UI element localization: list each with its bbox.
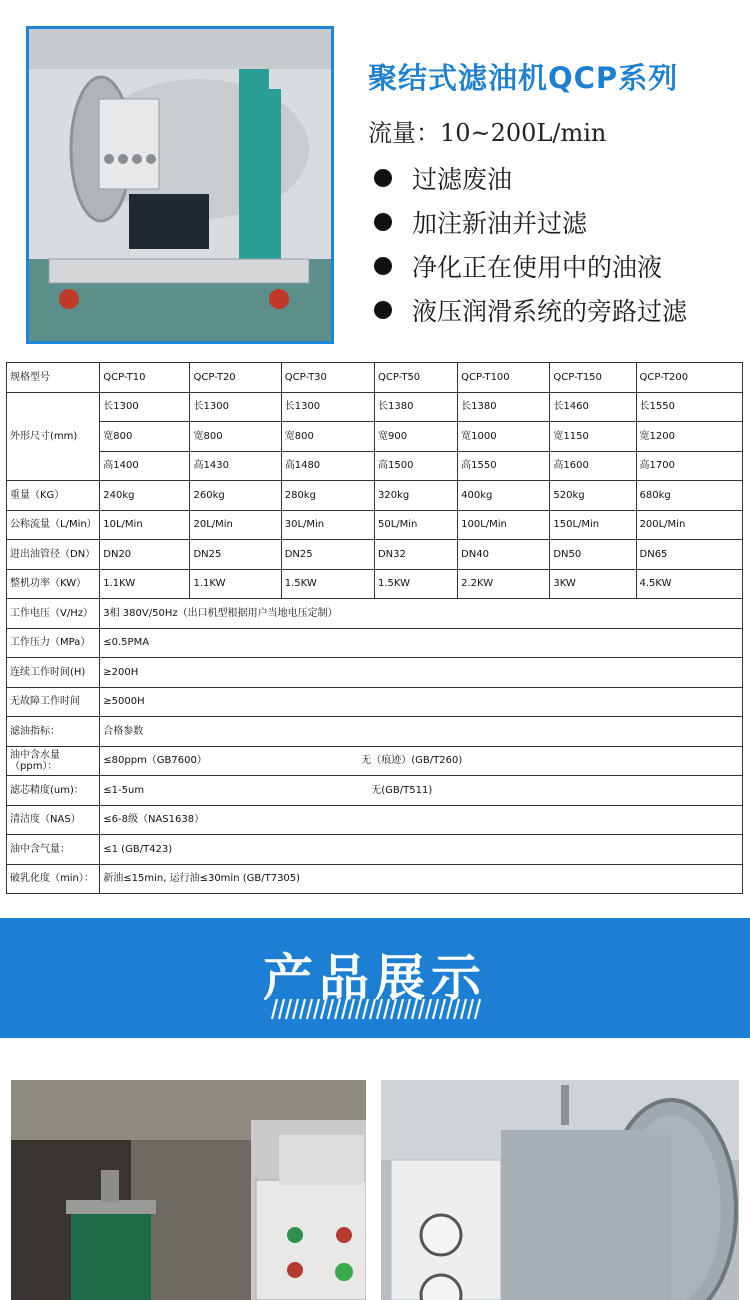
oil-purifier-illustration bbox=[29, 29, 331, 341]
feature-item: 液压润滑系统的旁路过滤 bbox=[370, 288, 687, 332]
row-label: 油中含气量： bbox=[7, 835, 100, 865]
table-cell: ≤6-8级（NAS1638） bbox=[100, 805, 743, 835]
table-cell: ≤0.5PMA bbox=[100, 628, 743, 658]
table-cell: 宽800 bbox=[100, 422, 190, 452]
table-cell: QCP-T200 bbox=[636, 363, 742, 393]
table-cell: 3相 380V/50Hz（出口机型根据用户当地电压定制） bbox=[100, 599, 743, 629]
table-cell: 高1600 bbox=[550, 451, 636, 481]
table-row bbox=[7, 540, 743, 570]
table-cell: ≤1-5um 无(GB/T511) bbox=[100, 776, 743, 806]
row-label: 规格型号 bbox=[7, 363, 100, 393]
table-cell: 长1380 bbox=[458, 392, 550, 422]
row-label: 外形尺寸(mm) bbox=[7, 392, 100, 481]
table-cell: 2.2KW bbox=[458, 569, 550, 599]
hero-title: 聚结式滤油机QCP系列 bbox=[368, 61, 679, 95]
table-cell: 长1300 bbox=[281, 392, 374, 422]
bullet-icon bbox=[374, 169, 392, 187]
table-cell: 520kg bbox=[550, 481, 636, 511]
table-cell: ≥5000H bbox=[100, 687, 743, 717]
table-cell: DN32 bbox=[374, 540, 457, 570]
table-row bbox=[7, 569, 743, 599]
table-cell: ≤1 (GB/T423) bbox=[100, 835, 743, 865]
table-cell: 高1700 bbox=[636, 451, 742, 481]
table-row bbox=[7, 481, 743, 511]
table-cell: DN65 bbox=[636, 540, 742, 570]
row-label: 破乳化度（min）： bbox=[7, 864, 100, 894]
table-cell: QCP-T10 bbox=[100, 363, 190, 393]
feature-item: 净化正在使用中的油液 bbox=[370, 244, 687, 288]
table-cell: 1.5KW bbox=[374, 569, 457, 599]
table-cell: 4.5KW bbox=[636, 569, 742, 599]
table-cell: 100L/Min bbox=[458, 510, 550, 540]
product-photo-control-panel bbox=[11, 1080, 366, 1300]
table-cell: DN25 bbox=[190, 540, 281, 570]
table-row bbox=[7, 628, 743, 658]
row-label: 油中含水量（ppm）： bbox=[7, 746, 100, 776]
tank-illustration bbox=[381, 1080, 739, 1300]
table-cell: 宽800 bbox=[281, 422, 374, 452]
row-label: 进出油管径（DN） bbox=[7, 540, 100, 570]
table-cell: 400kg bbox=[458, 481, 550, 511]
table-cell: 3KW bbox=[550, 569, 636, 599]
table-row bbox=[7, 658, 743, 688]
feature-item: 加注新油并过滤 bbox=[370, 200, 687, 244]
control-panel-illustration bbox=[11, 1080, 366, 1300]
table-row bbox=[7, 510, 743, 540]
bullet-icon bbox=[374, 213, 392, 231]
row-label: 清洁度（NAS） bbox=[7, 805, 100, 835]
table-row bbox=[7, 835, 743, 865]
bullet-icon bbox=[374, 301, 392, 319]
table-row bbox=[7, 599, 743, 629]
table-row bbox=[7, 864, 743, 894]
table-row bbox=[7, 451, 743, 481]
table-cell: 宽900 bbox=[374, 422, 457, 452]
table-cell: 高1400 bbox=[100, 451, 190, 481]
table-cell: 1.1KW bbox=[100, 569, 190, 599]
feature-item: 过滤废油 bbox=[370, 156, 687, 200]
table-row bbox=[7, 746, 743, 776]
table-cell: QCP-T30 bbox=[281, 363, 374, 393]
banner-title: 产品展示 bbox=[263, 949, 487, 1007]
table-cell: QCP-T150 bbox=[550, 363, 636, 393]
table-cell: 240kg bbox=[100, 481, 190, 511]
row-label: 滤油指标： bbox=[7, 717, 100, 747]
table-cell: 200L/Min bbox=[636, 510, 742, 540]
table-cell: 高1550 bbox=[458, 451, 550, 481]
stripes-decoration bbox=[266, 998, 484, 1020]
row-label: 连续工作时间(H) bbox=[7, 658, 100, 688]
product-photo-tank bbox=[381, 1080, 739, 1300]
table-cell: 宽1150 bbox=[550, 422, 636, 452]
table-cell: 新油≤15min, 运行油≤30min (GB/T7305) bbox=[100, 864, 743, 894]
table-cell: 20L/Min bbox=[190, 510, 281, 540]
table-cell: 长1300 bbox=[190, 392, 281, 422]
table-row bbox=[7, 805, 743, 835]
hero-flow-rate: 流量：10~200L/min bbox=[368, 119, 607, 147]
table-row bbox=[7, 776, 743, 806]
table-cell: 150L/Min bbox=[550, 510, 636, 540]
row-label: 整机功率（KW） bbox=[7, 569, 100, 599]
table-row bbox=[7, 392, 743, 422]
row-label: 工作电压（V/Hz） bbox=[7, 599, 100, 629]
row-label: 滤芯精度(um)： bbox=[7, 776, 100, 806]
table-cell: ≥200H bbox=[100, 658, 743, 688]
table-row bbox=[7, 687, 743, 717]
hero-product-photo bbox=[26, 26, 334, 344]
row-label: 重量（KG） bbox=[7, 481, 100, 511]
table-cell: DN40 bbox=[458, 540, 550, 570]
table-row bbox=[7, 422, 743, 452]
table-cell: 长1550 bbox=[636, 392, 742, 422]
product-showcase-banner bbox=[0, 918, 750, 1038]
table-row bbox=[7, 717, 743, 747]
bullet-icon bbox=[374, 257, 392, 275]
table-cell: QCP-T50 bbox=[374, 363, 457, 393]
table-cell: 280kg bbox=[281, 481, 374, 511]
table-cell: 高1500 bbox=[374, 451, 457, 481]
table-cell: 320kg bbox=[374, 481, 457, 511]
table-cell: 高1480 bbox=[281, 451, 374, 481]
table-cell: 长1460 bbox=[550, 392, 636, 422]
table-cell: 宽1200 bbox=[636, 422, 742, 452]
table-cell: 合格参数 bbox=[100, 717, 743, 747]
table-cell: 宽800 bbox=[190, 422, 281, 452]
table-cell: 长1380 bbox=[374, 392, 457, 422]
table-cell: DN50 bbox=[550, 540, 636, 570]
row-label: 工作压力（MPa） bbox=[7, 628, 100, 658]
table-cell: 260kg bbox=[190, 481, 281, 511]
table-cell: 1.5KW bbox=[281, 569, 374, 599]
row-label: 无故障工作时间 bbox=[7, 687, 100, 717]
spec-table bbox=[6, 362, 743, 894]
row-label: 公称流量（L/Min） bbox=[7, 510, 100, 540]
table-cell: 10L/Min bbox=[100, 510, 190, 540]
table-cell: 50L/Min bbox=[374, 510, 457, 540]
table-cell: 高1430 bbox=[190, 451, 281, 481]
table-cell: 680kg bbox=[636, 481, 742, 511]
table-cell: QCP-T100 bbox=[458, 363, 550, 393]
table-cell: 宽1000 bbox=[458, 422, 550, 452]
feature-list bbox=[370, 156, 687, 332]
table-cell: ≤80ppm（GB7600） 无（痕迹）(GB/T260) bbox=[100, 746, 743, 776]
table-cell: QCP-T20 bbox=[190, 363, 281, 393]
table-cell: 长1300 bbox=[100, 392, 190, 422]
table-cell: DN25 bbox=[281, 540, 374, 570]
table-cell: DN20 bbox=[100, 540, 190, 570]
table-cell: 30L/Min bbox=[281, 510, 374, 540]
table-row bbox=[7, 363, 743, 393]
table-cell: 1.1KW bbox=[190, 569, 281, 599]
